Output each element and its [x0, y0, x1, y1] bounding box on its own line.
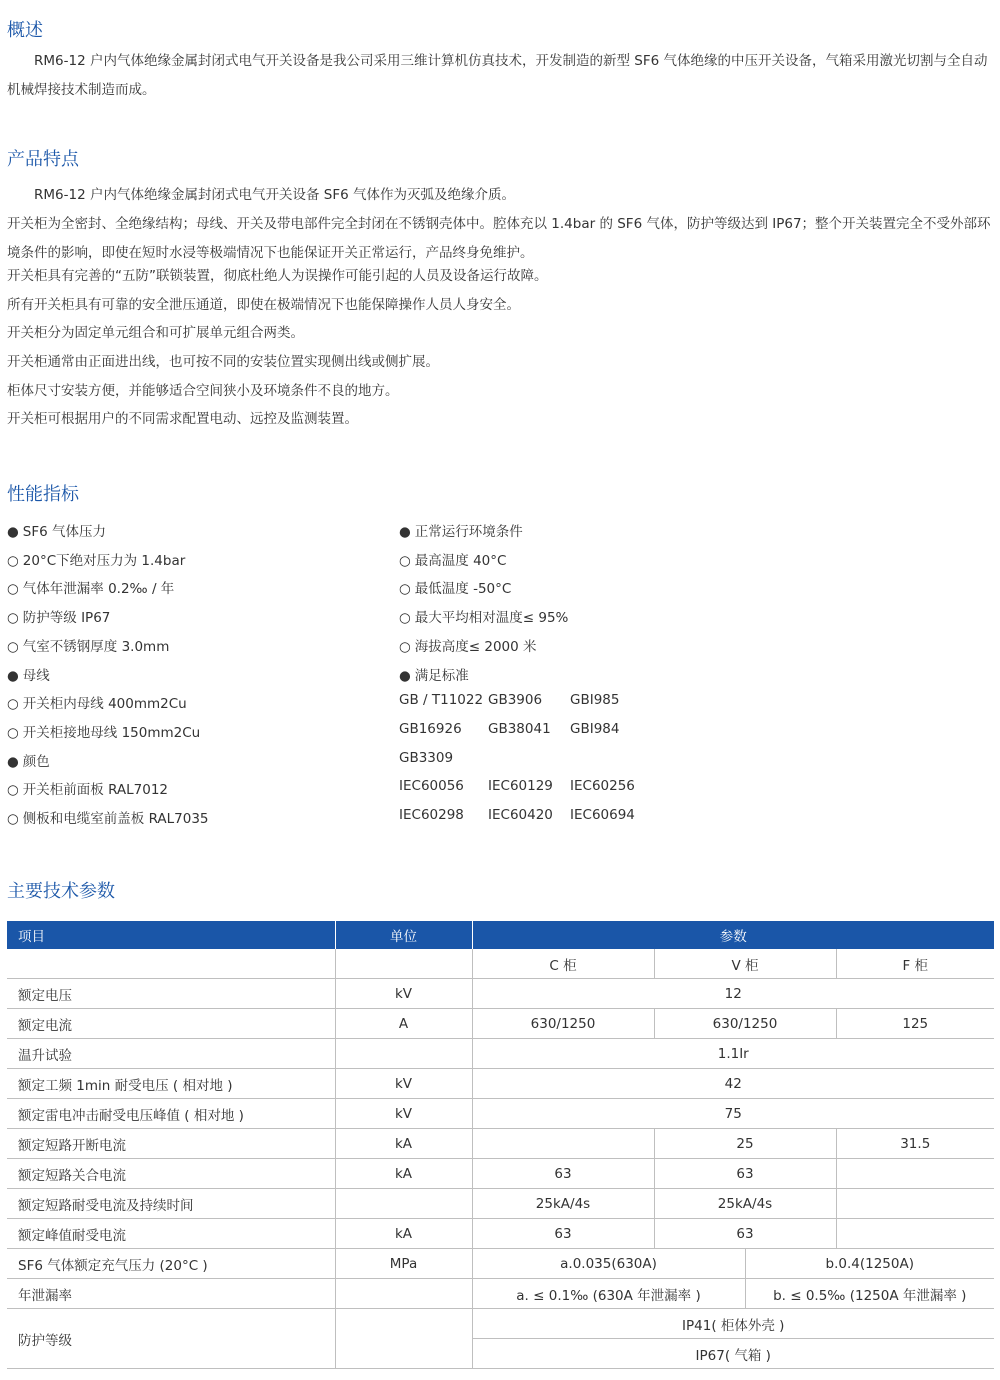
left-spec-item: [7, 606, 110, 626]
row-unit: A: [335, 1009, 472, 1039]
row-item: SF6 气体额定充气压力 (20°C ): [7, 1249, 335, 1279]
spec-text: 最高温度 40°C: [414, 552, 507, 569]
features-title: 产品特点: [7, 149, 79, 170]
header-item: 项目: [7, 921, 335, 949]
row-value-f: 125: [836, 1009, 994, 1039]
standard-item: IEC60420: [488, 807, 553, 823]
right-spec-item: [399, 635, 537, 655]
features-line: 柜体尺寸安装方便，并能够适合空间狭小及环境条件不良的地方。: [7, 383, 399, 399]
features-line: 开关柜具有完善的“五防”联锁装置，彻底杜绝人为误操作可能引起的人员及设备运行故障。: [7, 268, 548, 284]
features-line: 开关柜可根据用户的不同需求配置电动、远控及监测装置。: [7, 411, 358, 427]
hollow-bullet-icon: ○: [7, 552, 19, 569]
row-unit: kA: [335, 1129, 472, 1159]
row-item: 年泄漏率: [7, 1279, 335, 1309]
left-spec-item: [7, 750, 50, 770]
table-cell: [335, 949, 472, 979]
table-row: [7, 1009, 994, 1039]
filled-bullet-icon: ●: [7, 753, 19, 770]
standard-item: IEC60056: [399, 778, 464, 795]
row-unit: kV: [335, 1069, 472, 1099]
row-unit: [335, 1279, 472, 1309]
hollow-bullet-icon: ○: [7, 638, 19, 655]
table-row: [7, 1159, 994, 1189]
table-row: [7, 1279, 994, 1309]
spec-text: 气体年泄漏率 0.2‰ / 年: [22, 581, 175, 598]
row-value: 42: [472, 1069, 994, 1099]
row-value-v: 25kA/4s: [654, 1189, 836, 1219]
hollow-bullet-icon: ○: [7, 724, 19, 741]
standard-item: GB3309: [399, 749, 454, 766]
header-unit: 单位: [335, 921, 472, 949]
params-table: [7, 921, 994, 1369]
hollow-bullet-icon: ○: [7, 696, 19, 713]
filled-bullet-icon: ●: [399, 667, 411, 684]
row-value-c: 25kA/4s: [472, 1189, 654, 1219]
left-spec-item: [7, 692, 187, 712]
row-value-p2: IP67( 气箱 ): [472, 1339, 994, 1369]
spec-text: 气室不锈钢厚度 3.0mm: [22, 638, 170, 655]
right-spec-item: [399, 520, 523, 540]
spec-text: 最低温度 -50°C: [414, 581, 512, 598]
spec-text: 颜色: [22, 753, 50, 770]
filled-bullet-icon: ●: [7, 524, 19, 540]
row-value-v: 63: [654, 1219, 836, 1249]
table-row: [7, 1129, 994, 1159]
row-value-f: [836, 1159, 994, 1189]
spec-text: 正常运行环境条件: [414, 524, 523, 540]
standard-item: IEC60129: [488, 778, 553, 795]
table-cell: [7, 949, 335, 979]
row-unit: [335, 1309, 472, 1369]
table-header-row: [7, 921, 994, 949]
header-params: 参数: [472, 921, 994, 949]
table-row: [7, 1189, 994, 1219]
row-value: 75: [472, 1099, 994, 1129]
right-spec-item: [399, 549, 506, 569]
standard-item: GB3906: [488, 692, 543, 709]
spec-text: 开关柜内母线 400mm2Cu: [22, 696, 187, 713]
table-row: [7, 1219, 994, 1249]
right-spec-item: [399, 664, 469, 684]
table-row: [7, 1039, 994, 1069]
hollow-bullet-icon: ○: [7, 782, 19, 799]
filled-bullet-icon: ●: [399, 524, 411, 540]
features-line: 所有开关柜具有可靠的安全泄压通道，即使在极端情况下也能保障操作人员人身安全。: [7, 297, 520, 313]
row-value-b: b. ≤ 0.5‰ (1250A 年泄漏率 ): [745, 1279, 994, 1309]
spec-text: 防护等级 IP67: [22, 610, 111, 627]
left-spec-item: [7, 664, 50, 684]
row-item: 额定雷电冲击耐受电压峰值 ( 相对地 ): [7, 1099, 335, 1129]
standard-item: GB38041: [488, 720, 551, 737]
spec-text: 最大平均相对温度≤ 95%: [414, 610, 569, 627]
row-item: 额定峰值耐受电流: [7, 1219, 335, 1249]
left-spec-item: [7, 778, 168, 798]
standard-item: GBI984: [570, 720, 620, 737]
right-spec-item: [399, 577, 511, 597]
params-title: 主要技术参数: [7, 881, 115, 902]
table-row: [7, 1099, 994, 1129]
row-value-v: 63: [654, 1159, 836, 1189]
overview-title: 概述: [7, 20, 43, 41]
row-value-f: [836, 1219, 994, 1249]
features-intro: RM6-12 户内气体绝缘金属封闭式电气开关设备 SF6 气体作为灭弧及绝缘介质。: [34, 187, 515, 203]
table-subheader-row: [7, 949, 994, 979]
hollow-bullet-icon: ○: [399, 638, 411, 655]
row-value-f: [836, 1189, 994, 1219]
row-item: 温升试验: [7, 1039, 335, 1069]
row-item: 额定短路耐受电流及持续时间: [7, 1189, 335, 1219]
row-unit: kV: [335, 1099, 472, 1129]
features-line: 开关柜通常由正面进出线，也可按不同的安装位置实现侧出线或侧扩展。: [7, 354, 439, 370]
hollow-bullet-icon: ○: [399, 552, 411, 569]
left-spec-item: [7, 577, 174, 597]
left-spec-item: [7, 549, 185, 569]
hollow-bullet-icon: ○: [7, 610, 19, 627]
hollow-bullet-icon: ○: [399, 581, 411, 598]
row-unit: MPa: [335, 1249, 472, 1279]
row-unit: kA: [335, 1159, 472, 1189]
row-item: 额定电压: [7, 979, 335, 1009]
row-value-c: 63: [472, 1219, 654, 1249]
standard-item: GBI985: [570, 692, 620, 709]
subheader-v: V 柜: [654, 949, 836, 979]
row-item: 防护等级: [7, 1309, 335, 1369]
row-item: 额定工频 1min 耐受电压 ( 相对地 ): [7, 1069, 335, 1099]
spec-text: 海拔高度≤ 2000 米: [414, 638, 537, 655]
row-value: 12: [472, 979, 994, 1009]
right-spec-item: [399, 606, 568, 626]
subheader-c: C 柜: [472, 949, 654, 979]
row-value-a: a. ≤ 0.1‰ (630A 年泄漏率 ): [472, 1279, 745, 1309]
features-line: 开关柜分为固定单元组合和可扩展单元组合两类。: [7, 325, 304, 341]
spec-text: SF6 气体压力: [22, 524, 106, 540]
spec-text: 开关柜前面板 RAL7012: [22, 782, 169, 799]
row-unit: kV: [335, 979, 472, 1009]
performance-title: 性能指标: [7, 484, 79, 505]
row-item: 额定短路关合电流: [7, 1159, 335, 1189]
left-spec-item: [7, 807, 209, 827]
spec-text: 母线: [22, 667, 50, 684]
left-spec-item: [7, 635, 169, 655]
standard-item: GB / T11022: [399, 692, 484, 709]
row-value-a: a.0.035(630A): [472, 1249, 745, 1279]
left-spec-item: [7, 721, 200, 741]
row-value-c: [472, 1129, 654, 1159]
hollow-bullet-icon: ○: [7, 581, 19, 598]
table-row: [7, 1249, 994, 1279]
spec-text: 20°C下绝对压力为 1.4bar: [22, 552, 186, 569]
row-value: 1.1Ir: [472, 1039, 994, 1069]
row-unit: kA: [335, 1219, 472, 1249]
spec-text: 侧板和电缆室前盖板 RAL7035: [22, 811, 209, 827]
row-item: 额定电流: [7, 1009, 335, 1039]
row-item: 额定短路开断电流: [7, 1129, 335, 1159]
row-value-b: b.0.4(1250A): [745, 1249, 994, 1279]
standard-item: IEC60298: [399, 807, 464, 823]
row-value-c: 630/1250: [472, 1009, 654, 1039]
table-row: [7, 979, 994, 1009]
overview-text: RM6-12 户内气体绝缘金属封闭式电气开关设备是我公司采用三维计算机仿真技术，开发制造的新型 SF6 气体绝缘的中压开关设备，气箱采用激光切割与全自动机械焊接技术制造而成。: [7, 53, 988, 98]
spec-text: 满足标准: [414, 667, 469, 684]
row-value-v: 630/1250: [654, 1009, 836, 1039]
row-unit: [335, 1039, 472, 1069]
standard-item: GB16926: [399, 720, 462, 737]
table-row: [7, 1309, 994, 1339]
standard-item: IEC60256: [570, 778, 635, 795]
filled-bullet-icon: ●: [7, 667, 19, 684]
row-value-c: 63: [472, 1159, 654, 1189]
spec-text: 开关柜接地母线 150mm2Cu: [22, 724, 201, 741]
row-value-f: 31.5: [836, 1129, 994, 1159]
hollow-bullet-icon: ○: [399, 610, 411, 627]
subheader-f: F 柜: [836, 949, 994, 979]
features-para-1: 开关柜为全密封、全绝缘结构；母线、开关及带电部件完全封闭在不锈钢壳体中。腔体充以 1.4bar 的 SF6 气体，防护等级达到 IP67；整个开关装置完全不受外部环境条件的影响，即使在短时水浸等极端情况下也能保证开关正常运行，产品终身免维护。: [7, 216, 991, 261]
row-value-p1: IP41( 柜体外壳 ): [472, 1309, 994, 1339]
row-unit: [335, 1189, 472, 1219]
table-row: [7, 1069, 994, 1099]
left-spec-item: [7, 520, 106, 540]
row-value-v: 25: [654, 1129, 836, 1159]
hollow-bullet-icon: ○: [7, 811, 19, 827]
standard-item: IEC60694: [570, 807, 635, 823]
